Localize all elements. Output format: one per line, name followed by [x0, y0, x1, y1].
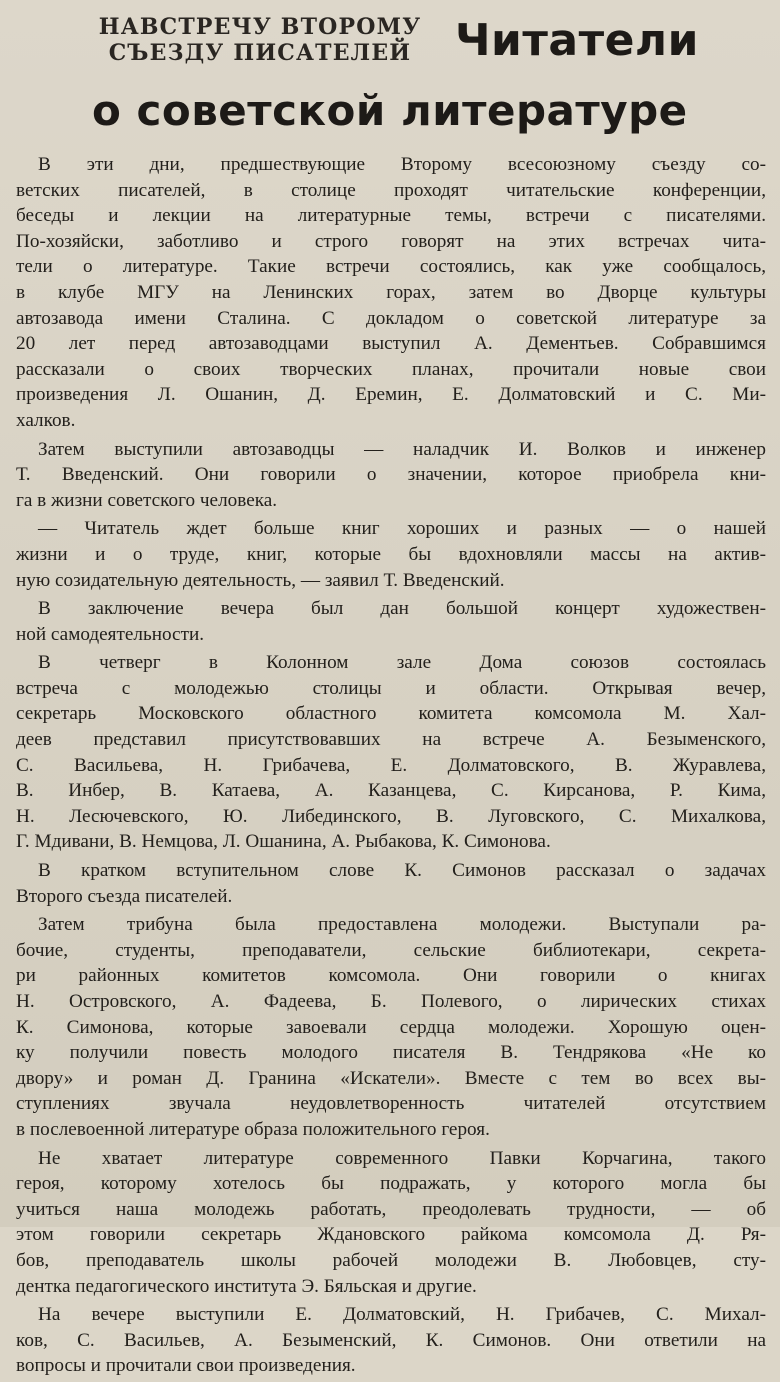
- paragraph-line: Г. Мдивани, В. Немцова, Л. Ошанина, А. Рыбакова, К. Симонова.: [16, 831, 551, 853]
- paragraph-line: секретарь Московского областного комитета комсомола М. Хал-: [16, 703, 766, 725]
- paragraph-line: бочие, студенты, преподаватели, сельские библиотекари, секрета-: [16, 939, 766, 961]
- paragraph-line: Затем выступили автозаводцы — наладчик И. Волков и инженер: [38, 438, 766, 460]
- paragraph-line: героя, которому хотелось бы подражать, у которого могла бы: [16, 1173, 766, 1195]
- paragraph-line: деев представил присутствовавших на встрече А. Безыменского,: [16, 729, 766, 751]
- article-paragraph: [16, 596, 766, 647]
- paragraph-line: 20 лет перед автозаводцами выступил А. Дементьев. Собравшимся: [16, 333, 766, 355]
- paragraph-line: тели о литературе. Такие встречи состоялись, как уже сообщалось,: [16, 256, 766, 278]
- article-paragraph: [16, 1302, 766, 1379]
- paragraph-line: в клубе МГУ на Ленинских горах, затем во Дворце культуры: [16, 281, 766, 303]
- paragraph-line: автозавода имени Сталина. С докладом о советской литературе за: [16, 307, 766, 329]
- article-paragraph: [16, 1146, 766, 1300]
- article-paragraph: [16, 437, 766, 514]
- paragraph-line: По-хозяйски, заботливо и строго говорят на этих встречах чита-: [16, 230, 766, 252]
- paragraph-line: В заключение вечера был дан большой концерт художествен-: [38, 598, 766, 620]
- paragraph-line: Не хватает литературе современного Павки Корчагина, такого: [38, 1147, 766, 1169]
- paragraph-line: — Читатель ждет больше книг хороших и разных — о нашей: [38, 518, 766, 540]
- paragraph-line: этом говорили секретарь Ждановского райкома комсомола Д. Ря-: [16, 1224, 766, 1246]
- paragraph-line: Т. Введенский. Они говорили о значении, которое приобрела кни-: [16, 464, 766, 486]
- paragraph-line: дентка педагогического института Э. Бяльская и другие.: [16, 1275, 477, 1297]
- paragraph-line: в послевоенной литературе образа положительного героя.: [16, 1118, 490, 1140]
- paragraph-line: ной самодеятельности.: [16, 623, 205, 645]
- kicker-line: НАВСТРЕЧУ ВТОРОМУ: [98, 14, 422, 40]
- paragraph-line: ступлениях звучала неудовлетворенность читателей отсутствием: [16, 1093, 766, 1115]
- paragraph-line: рассказали о своих творческих планах, прочитали новые свои: [16, 358, 766, 380]
- paragraph-line: Затем трибуна была предоставлена молодежи. Выступали ра-: [38, 914, 766, 936]
- paragraph-line: бов, преподаватель школы рабочей молодежи В. Любовцев, сту-: [16, 1249, 766, 1271]
- paragraph-line: К. Симонова, которые завоевали сердца молодежи. Хорошую оцен-: [16, 1016, 766, 1038]
- paragraph-line: В четверг в Колонном зале Дома союзов состоялась: [38, 652, 766, 674]
- article-paragraph: [16, 650, 766, 855]
- paragraph-line: Н. Островского, А. Фадеева, Б. Полевого, о лирических стихах: [16, 991, 766, 1012]
- paragraph-line: жизни и о труде, книг, которые бы вдохновляли массы на актив-: [16, 543, 766, 565]
- paragraph-line: ную созидательную деятельность, — заявил Т. Введенский.: [16, 569, 505, 591]
- paragraph-line: учиться наша молодежь работать, преодолевать трудности, — об: [16, 1198, 766, 1220]
- paragraph-line: ветских писателей, в столице проходят читательские конференции,: [16, 179, 766, 201]
- kicker-line: СЪЕЗДУ ПИСАТЕЛЕЙ: [108, 40, 412, 66]
- paragraph-line: произведения Л. Ошанин, Д. Еремин, Е. Долматовский и С. Ми-: [16, 384, 766, 406]
- paragraph-line: га в жизни советского человека.: [16, 489, 278, 511]
- article-paragraph: [16, 858, 766, 909]
- section-kicker: [90, 14, 430, 66]
- paragraph-line: двору» и роман Д. Гранина «Искатели». Вместе с тем во всех вы-: [16, 1067, 766, 1089]
- paragraph-line: Н. Лесючевского, Ю. Либединского, В. Луговского, С. Михалкова,: [16, 805, 766, 827]
- paragraph-line: С. Васильева, Н. Грибачева, Е. Долматовского, В. Журавлева,: [16, 754, 766, 776]
- paragraph-line: На вечере выступили Е. Долматовский, Н. Грибачев, С. Михал-: [38, 1304, 766, 1326]
- article-paragraph: [16, 912, 766, 1142]
- paragraph-line: Второго съезда писателей.: [16, 885, 233, 907]
- paragraph-line: ку получили повесть молодого писателя В. Тендрякова «Не ко: [16, 1042, 766, 1064]
- paragraph-line: В. Инбер, В. Катаева, А. Казанцева, С. Кирсанова, Р. Кима,: [16, 780, 766, 802]
- paragraph-line: ри районных комитетов комсомола. Они говорили о книгах: [16, 965, 766, 987]
- article-paragraph: [16, 152, 766, 434]
- paragraph-line: встреча с молодежью столицы и области. Открывая вечер,: [16, 677, 766, 699]
- paragraph-line: халков.: [16, 409, 76, 431]
- headline-title: Читатели: [455, 15, 699, 66]
- paragraph-line: В эти дни, предшествующие Второму всесоюзному съезду со-: [38, 154, 766, 175]
- paragraph-line: беседы и лекции на литературные темы, встречи с писателями.: [16, 205, 766, 227]
- article-body: [16, 152, 766, 1382]
- headline-subtitle: о советской литературе: [92, 86, 688, 135]
- paragraph-line: В кратком вступительном слове К. Симонов рассказал о задачах: [38, 860, 766, 882]
- paragraph-line: вопросы и прочитали свои произведения.: [16, 1355, 356, 1377]
- paragraph-line: ков, С. Васильев, А. Безыменский, К. Симонов. Они ответили на: [16, 1329, 766, 1351]
- article-paragraph: [16, 516, 766, 593]
